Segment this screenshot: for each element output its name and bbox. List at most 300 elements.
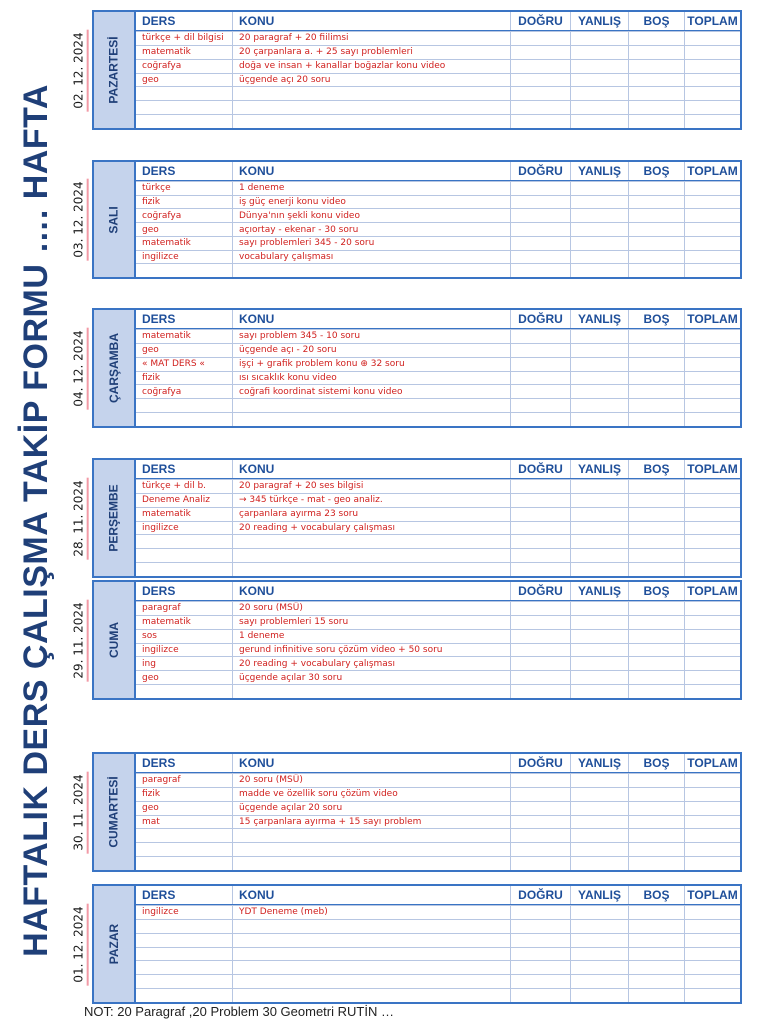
bos-cell[interactable]	[628, 563, 684, 576]
yanlis-cell[interactable]	[570, 920, 628, 933]
ders-cell[interactable]: coğrafya	[142, 386, 182, 397]
konu-cell[interactable]	[232, 975, 510, 988]
ders-cell[interactable]: matematik	[142, 238, 191, 249]
toplam-cell[interactable]	[684, 74, 740, 87]
dogru-cell[interactable]	[510, 494, 570, 507]
konu-cell[interactable]	[232, 961, 510, 974]
yanlis-cell[interactable]	[570, 788, 628, 801]
yanlis-cell[interactable]	[570, 774, 628, 787]
bos-cell[interactable]	[628, 399, 684, 412]
dogru-cell[interactable]	[510, 934, 570, 947]
konu-cell[interactable]	[232, 829, 510, 842]
ders-cell[interactable]	[136, 829, 232, 842]
dogru-cell[interactable]	[510, 948, 570, 961]
ders-cell[interactable]	[136, 989, 232, 1002]
dogru-cell[interactable]	[510, 385, 570, 398]
konu-cell[interactable]: ısı sıcaklık konu video	[232, 372, 510, 385]
bos-cell[interactable]	[628, 906, 684, 919]
ders-cell[interactable]: coğrafya	[142, 210, 182, 221]
toplam-cell[interactable]	[684, 101, 740, 114]
bos-cell[interactable]	[628, 264, 684, 277]
bos-cell[interactable]	[628, 989, 684, 1002]
konu-cell[interactable]: üçgende açılar 20 soru	[232, 802, 510, 815]
dogru-cell[interactable]	[510, 74, 570, 87]
konu-cell[interactable]	[232, 264, 510, 277]
ders-cell[interactable]: mat	[142, 817, 160, 827]
toplam-cell[interactable]	[684, 251, 740, 264]
toplam-cell[interactable]	[684, 934, 740, 947]
dogru-cell[interactable]	[510, 358, 570, 371]
toplam-cell[interactable]	[684, 264, 740, 277]
ders-cell[interactable]	[136, 843, 232, 856]
yanlis-cell[interactable]	[570, 975, 628, 988]
konu-cell[interactable]	[232, 934, 510, 947]
bos-cell[interactable]	[628, 535, 684, 548]
ders-cell[interactable]	[136, 685, 232, 698]
toplam-cell[interactable]	[684, 975, 740, 988]
toplam-cell[interactable]	[684, 330, 740, 343]
bos-cell[interactable]	[628, 602, 684, 615]
ders-cell[interactable]: « MAT DERS «	[142, 359, 205, 370]
konu-cell[interactable]	[232, 843, 510, 856]
toplam-cell[interactable]	[684, 237, 740, 250]
konu-cell[interactable]: üçgende açılar 30 soru	[232, 671, 510, 684]
yanlis-cell[interactable]	[570, 671, 628, 684]
toplam-cell[interactable]	[684, 788, 740, 801]
toplam-cell[interactable]	[684, 829, 740, 842]
yanlis-cell[interactable]	[570, 616, 628, 629]
toplam-cell[interactable]	[684, 32, 740, 45]
konu-cell[interactable]: gerund infinitive soru çözüm video + 50 soru	[232, 644, 510, 657]
toplam-cell[interactable]	[684, 535, 740, 548]
yanlis-cell[interactable]	[570, 948, 628, 961]
konu-cell[interactable]	[232, 101, 510, 114]
ders-cell[interactable]: sos	[142, 631, 157, 642]
konu-cell[interactable]: sayı problem 345 - 10 soru	[232, 330, 510, 343]
dogru-cell[interactable]	[510, 413, 570, 426]
bos-cell[interactable]	[628, 358, 684, 371]
ders-cell[interactable]	[136, 920, 232, 933]
konu-cell[interactable]: doğa ve insan + kanallar boğazlar konu video	[232, 60, 510, 73]
toplam-cell[interactable]	[684, 480, 740, 493]
bos-cell[interactable]	[628, 223, 684, 236]
toplam-cell[interactable]	[684, 358, 740, 371]
ders-cell[interactable]	[136, 535, 232, 548]
toplam-cell[interactable]	[684, 630, 740, 643]
yanlis-cell[interactable]	[570, 535, 628, 548]
bos-cell[interactable]	[628, 344, 684, 357]
yanlis-cell[interactable]	[570, 344, 628, 357]
bos-cell[interactable]	[628, 685, 684, 698]
yanlis-cell[interactable]	[570, 358, 628, 371]
konu-cell[interactable]: 20 reading + vocabulary çalışması	[232, 522, 510, 535]
konu-cell[interactable]	[232, 399, 510, 412]
konu-cell[interactable]: iş güç enerji konu video	[232, 196, 510, 209]
ders-cell[interactable]: matematik	[142, 617, 191, 628]
konu-cell[interactable]: Dünya'nın şekli konu video	[232, 209, 510, 222]
dogru-cell[interactable]	[510, 237, 570, 250]
toplam-cell[interactable]	[684, 223, 740, 236]
toplam-cell[interactable]	[684, 209, 740, 222]
yanlis-cell[interactable]	[570, 399, 628, 412]
toplam-cell[interactable]	[684, 616, 740, 629]
yanlis-cell[interactable]	[570, 182, 628, 195]
konu-cell[interactable]: üçgende açı 20 soru	[232, 74, 510, 87]
yanlis-cell[interactable]	[570, 816, 628, 829]
dogru-cell[interactable]	[510, 857, 570, 870]
toplam-cell[interactable]	[684, 816, 740, 829]
dogru-cell[interactable]	[510, 535, 570, 548]
toplam-cell[interactable]	[684, 46, 740, 59]
konu-cell[interactable]: sayı problemleri 15 soru	[232, 616, 510, 629]
yanlis-cell[interactable]	[570, 602, 628, 615]
bos-cell[interactable]	[628, 843, 684, 856]
toplam-cell[interactable]	[684, 494, 740, 507]
konu-cell[interactable]	[232, 857, 510, 870]
day-name: CUMARTESİ	[107, 776, 121, 848]
toplam-cell[interactable]	[684, 671, 740, 684]
bos-cell[interactable]	[628, 209, 684, 222]
toplam-cell[interactable]	[684, 385, 740, 398]
ders-cell[interactable]: Deneme Analiz	[142, 495, 210, 506]
yanlis-cell[interactable]	[570, 685, 628, 698]
bos-cell[interactable]	[628, 372, 684, 385]
bos-cell[interactable]	[628, 961, 684, 974]
ders-cell[interactable]	[136, 399, 232, 412]
konu-cell[interactable]: 20 reading + vocabulary çalışması	[232, 657, 510, 670]
dogru-cell[interactable]	[510, 196, 570, 209]
bos-cell[interactable]	[628, 508, 684, 521]
toplam-cell[interactable]	[684, 549, 740, 562]
ders-cell[interactable]	[136, 563, 232, 576]
dogru-cell[interactable]	[510, 330, 570, 343]
bos-cell[interactable]	[628, 920, 684, 933]
konu-cell[interactable]: 20 paragraf + 20 ses bilgisi	[232, 480, 510, 493]
bos-cell[interactable]	[628, 948, 684, 961]
dogru-cell[interactable]	[510, 209, 570, 222]
konu-cell[interactable]: işçi + grafik problem konu ⊕ 32 soru	[232, 358, 510, 371]
table-row	[136, 343, 740, 357]
dogru-cell[interactable]	[510, 101, 570, 114]
toplam-cell[interactable]	[684, 657, 740, 670]
konu-cell[interactable]	[232, 115, 510, 128]
bos-cell[interactable]	[628, 774, 684, 787]
ders-cell[interactable]	[136, 948, 232, 961]
dogru-cell[interactable]	[510, 906, 570, 919]
bos-cell[interactable]	[628, 829, 684, 842]
ders-cell[interactable]	[136, 413, 232, 426]
dogru-cell[interactable]	[510, 87, 570, 100]
ders-cell[interactable]	[136, 975, 232, 988]
konu-cell[interactable]	[232, 948, 510, 961]
yanlis-cell[interactable]	[570, 989, 628, 1002]
ders-cell[interactable]	[136, 87, 232, 100]
dogru-cell[interactable]	[510, 920, 570, 933]
konu-cell[interactable]: 20 soru (MSÜ)	[232, 602, 510, 615]
ders-cell[interactable]: geo	[142, 224, 159, 235]
yanlis-cell[interactable]	[570, 385, 628, 398]
dogru-cell[interactable]	[510, 975, 570, 988]
yanlis-cell[interactable]	[570, 46, 628, 59]
bos-cell[interactable]	[628, 182, 684, 195]
toplam-cell[interactable]	[684, 115, 740, 128]
konu-cell[interactable]: 1 deneme	[232, 630, 510, 643]
yanlis-cell[interactable]	[570, 829, 628, 842]
konu-cell[interactable]: → 345 türkçe - mat - geo analiz.	[232, 494, 510, 507]
konu-cell[interactable]: vocabulary çalışması	[232, 251, 510, 264]
table-row	[136, 670, 740, 684]
ders-cell[interactable]: geo	[142, 75, 159, 85]
table-row	[136, 73, 740, 87]
konu-cell[interactable]: üçgende açı - 20 soru	[232, 344, 510, 357]
ders-cell[interactable]: ingilizce	[142, 523, 179, 533]
ders-cell[interactable]: paragraf	[142, 775, 181, 786]
bos-cell[interactable]	[628, 644, 684, 657]
bos-cell[interactable]	[628, 46, 684, 59]
bos-cell[interactable]	[628, 330, 684, 343]
bos-cell[interactable]	[628, 115, 684, 128]
toplam-cell[interactable]	[684, 802, 740, 815]
yanlis-cell[interactable]	[570, 522, 628, 535]
dogru-cell[interactable]	[510, 264, 570, 277]
dogru-cell[interactable]	[510, 480, 570, 493]
dogru-cell[interactable]	[510, 961, 570, 974]
bos-cell[interactable]	[628, 237, 684, 250]
toplam-cell[interactable]	[684, 182, 740, 195]
konu-cell[interactable]: açıortay - ekenar - 30 soru	[232, 223, 510, 236]
bos-cell[interactable]	[628, 816, 684, 829]
ders-cell[interactable]: türkçe + dil bilgisi	[142, 33, 224, 44]
yanlis-cell[interactable]	[570, 115, 628, 128]
yanlis-cell[interactable]	[570, 237, 628, 250]
ders-cell[interactable]: ingilizce	[142, 645, 179, 655]
yanlis-cell[interactable]	[570, 196, 628, 209]
yanlis-cell[interactable]	[570, 223, 628, 236]
toplam-cell[interactable]	[684, 989, 740, 1002]
konu-cell[interactable]: 15 çarpanlara ayırma + 15 sayı problem	[232, 816, 510, 829]
bos-cell[interactable]	[628, 549, 684, 562]
yanlis-cell[interactable]	[570, 264, 628, 277]
ders-cell[interactable]: geo	[142, 803, 159, 814]
bos-cell[interactable]	[628, 60, 684, 73]
toplam-cell[interactable]	[684, 508, 740, 521]
konu-cell[interactable]: madde ve özellik soru çözüm video	[232, 788, 510, 801]
yanlis-cell[interactable]	[570, 494, 628, 507]
bos-cell[interactable]	[628, 788, 684, 801]
toplam-cell[interactable]	[684, 843, 740, 856]
ders-cell[interactable]: geo	[142, 672, 159, 683]
dogru-cell[interactable]	[510, 344, 570, 357]
bos-cell[interactable]	[628, 87, 684, 100]
yanlis-cell[interactable]	[570, 480, 628, 493]
yanlis-cell[interactable]	[570, 32, 628, 45]
dogru-cell[interactable]	[510, 399, 570, 412]
ders-cell[interactable]	[136, 934, 232, 947]
ders-cell[interactable]: matematik	[142, 47, 191, 58]
dogru-cell[interactable]	[510, 223, 570, 236]
bos-cell[interactable]	[628, 74, 684, 87]
dogru-cell[interactable]	[510, 616, 570, 629]
konu-cell[interactable]: 20 çarpanlara a. + 25 sayı problemleri	[232, 46, 510, 59]
toplam-cell[interactable]	[684, 602, 740, 615]
dogru-cell[interactable]	[510, 685, 570, 698]
dogru-cell[interactable]	[510, 843, 570, 856]
dogru-cell[interactable]	[510, 644, 570, 657]
yanlis-cell[interactable]	[570, 563, 628, 576]
bos-cell[interactable]	[628, 802, 684, 815]
dogru-cell[interactable]	[510, 46, 570, 59]
konu-cell[interactable]	[232, 563, 510, 576]
dogru-cell[interactable]	[510, 115, 570, 128]
toplam-cell[interactable]	[684, 344, 740, 357]
konu-cell[interactable]: coğrafi koordinat sistemi konu video	[232, 385, 510, 398]
ders-cell[interactable]: türkçe	[142, 183, 171, 194]
yanlis-cell[interactable]	[570, 251, 628, 264]
ders-cell[interactable]: coğrafya	[142, 61, 182, 72]
bos-cell[interactable]	[628, 251, 684, 264]
yanlis-cell[interactable]	[570, 330, 628, 343]
toplam-cell[interactable]	[684, 372, 740, 385]
konu-cell[interactable]	[232, 685, 510, 698]
bos-cell[interactable]	[628, 32, 684, 45]
bos-cell[interactable]	[628, 101, 684, 114]
dogru-cell[interactable]	[510, 251, 570, 264]
yanlis-cell[interactable]	[570, 101, 628, 114]
ders-cell[interactable]: matematik	[142, 331, 191, 342]
bos-cell[interactable]	[628, 616, 684, 629]
bos-cell[interactable]	[628, 480, 684, 493]
yanlis-cell[interactable]	[570, 209, 628, 222]
yanlis-cell[interactable]	[570, 843, 628, 856]
konu-cell[interactable]	[232, 413, 510, 426]
ders-cell[interactable]	[136, 857, 232, 870]
ders-cell[interactable]: fizik	[142, 197, 161, 208]
yanlis-cell[interactable]	[570, 60, 628, 73]
konu-cell[interactable]: 20 paragraf + 20 fiilimsi	[232, 32, 510, 45]
dogru-cell[interactable]	[510, 182, 570, 195]
dogru-cell[interactable]	[510, 522, 570, 535]
toplam-cell[interactable]	[684, 522, 740, 535]
bos-cell[interactable]	[628, 522, 684, 535]
bos-cell[interactable]	[628, 975, 684, 988]
yanlis-cell[interactable]	[570, 657, 628, 670]
ders-cell[interactable]: paragraf	[142, 603, 181, 614]
bos-cell[interactable]	[628, 671, 684, 684]
konu-cell[interactable]: 20 soru (MSÜ)	[232, 774, 510, 787]
toplam-cell[interactable]	[684, 196, 740, 209]
ders-cell[interactable]	[136, 101, 232, 114]
dogru-cell[interactable]	[510, 802, 570, 815]
yanlis-cell[interactable]	[570, 906, 628, 919]
ders-cell[interactable]: fizik	[142, 373, 161, 383]
yanlis-cell[interactable]	[570, 372, 628, 385]
bos-cell[interactable]	[628, 657, 684, 670]
dogru-cell[interactable]	[510, 788, 570, 801]
toplam-cell[interactable]	[684, 948, 740, 961]
bos-cell[interactable]	[628, 630, 684, 643]
dogru-cell[interactable]	[510, 549, 570, 562]
ders-cell[interactable]: ing	[142, 658, 156, 669]
ders-cell[interactable]	[136, 961, 232, 974]
dogru-cell[interactable]	[510, 602, 570, 615]
bos-cell[interactable]	[628, 385, 684, 398]
konu-cell[interactable]	[232, 920, 510, 933]
ders-cell[interactable]: türkçe + dil b.	[142, 481, 207, 492]
toplam-cell[interactable]	[684, 399, 740, 412]
konu-cell[interactable]	[232, 87, 510, 100]
ders-cell[interactable]: ingilizce	[142, 907, 179, 918]
yanlis-cell[interactable]	[570, 508, 628, 521]
konu-cell[interactable]	[232, 989, 510, 1002]
bos-cell[interactable]	[628, 857, 684, 870]
konu-cell[interactable]: sayı problemleri 345 - 20 soru	[232, 237, 510, 250]
toplam-cell[interactable]	[684, 685, 740, 698]
dogru-cell[interactable]	[510, 60, 570, 73]
dogru-cell[interactable]	[510, 829, 570, 842]
toplam-cell[interactable]	[684, 87, 740, 100]
konu-cell[interactable]: çarpanlara ayırma 23 soru	[232, 508, 510, 521]
dogru-cell[interactable]	[510, 671, 570, 684]
ders-cell[interactable]	[136, 115, 232, 128]
ders-cell[interactable]: geo	[142, 345, 159, 356]
toplam-cell[interactable]	[684, 60, 740, 73]
dogru-cell[interactable]	[510, 657, 570, 670]
konu-cell[interactable]: 1 deneme	[232, 182, 510, 195]
konu-cell[interactable]	[232, 535, 510, 548]
ders-cell[interactable]	[136, 264, 232, 277]
table-row	[136, 263, 740, 277]
yanlis-cell[interactable]	[570, 549, 628, 562]
yanlis-cell[interactable]	[570, 74, 628, 87]
yanlis-cell[interactable]	[570, 630, 628, 643]
bos-cell[interactable]	[628, 934, 684, 947]
toplam-cell[interactable]	[684, 906, 740, 919]
yanlis-cell[interactable]	[570, 87, 628, 100]
bos-cell[interactable]	[628, 413, 684, 426]
toplam-cell[interactable]	[684, 774, 740, 787]
toplam-cell[interactable]	[684, 563, 740, 576]
yanlis-cell[interactable]	[570, 934, 628, 947]
dogru-cell[interactable]	[510, 372, 570, 385]
ders-cell[interactable]: matematik	[142, 509, 191, 520]
toplam-cell[interactable]	[684, 961, 740, 974]
dogru-cell[interactable]	[510, 32, 570, 45]
yanlis-cell[interactable]	[570, 644, 628, 657]
ders-cell[interactable]: ingilizce	[142, 251, 179, 262]
yanlis-cell[interactable]	[570, 857, 628, 870]
konu-cell[interactable]	[232, 549, 510, 562]
dogru-cell[interactable]	[510, 563, 570, 576]
konu-cell[interactable]: YDT Deneme (meb)	[232, 906, 510, 919]
yanlis-cell[interactable]	[570, 961, 628, 974]
ders-cell[interactable]: fizik	[142, 789, 161, 800]
dogru-cell[interactable]	[510, 508, 570, 521]
toplam-cell[interactable]	[684, 413, 740, 426]
yanlis-cell[interactable]	[570, 802, 628, 815]
toplam-cell[interactable]	[684, 857, 740, 870]
dogru-cell[interactable]	[510, 816, 570, 829]
toplam-cell[interactable]	[684, 920, 740, 933]
table-row	[136, 562, 740, 576]
dogru-cell[interactable]	[510, 989, 570, 1002]
bos-cell[interactable]	[628, 196, 684, 209]
toplam-cell[interactable]	[684, 644, 740, 657]
dogru-cell[interactable]	[510, 774, 570, 787]
dogru-cell[interactable]	[510, 630, 570, 643]
ders-cell[interactable]	[136, 549, 232, 562]
yanlis-cell[interactable]	[570, 413, 628, 426]
bos-cell[interactable]	[628, 494, 684, 507]
